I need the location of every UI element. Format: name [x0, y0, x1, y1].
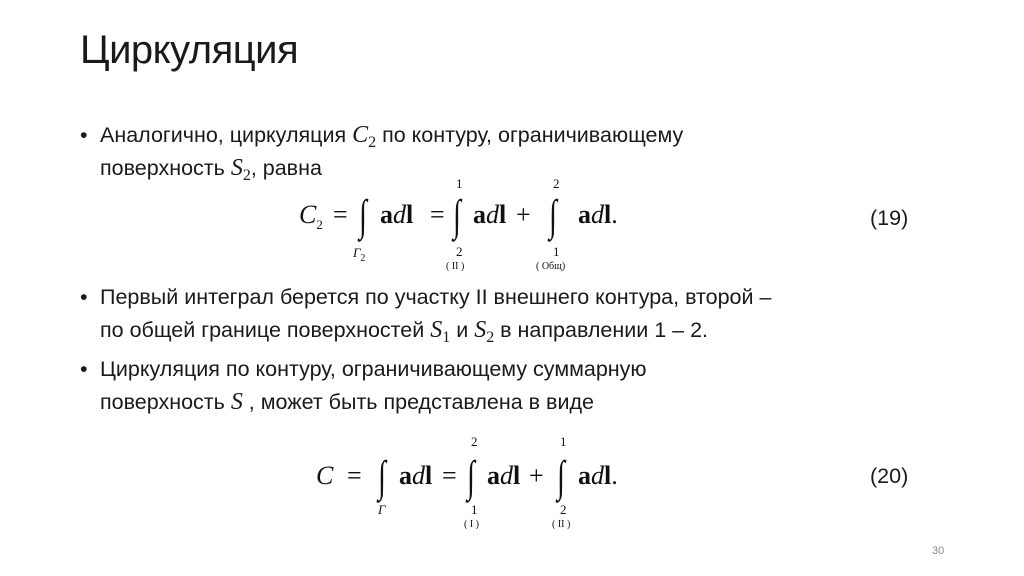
eq19-int2-upper: 1	[456, 176, 463, 191]
eq19-equals: =	[333, 200, 348, 229]
page-number: 30	[932, 545, 945, 557]
integral-sign: ∫	[557, 452, 565, 501]
eq20-lhs: C	[316, 461, 334, 490]
bullet-dot: •	[80, 357, 88, 381]
eq19-int3-note: ( Общ)	[536, 261, 566, 272]
math-var-s2: $S_2$	[474, 317, 495, 346]
text-span: по контуру, ограничивающему	[376, 123, 684, 147]
eq19-contour: $\Gamma_2$	[353, 245, 366, 264]
text-span: в направлении 1 – 2.	[494, 318, 709, 342]
eq20-contour: Γ	[378, 502, 386, 517]
eq19-term-1: adl	[380, 200, 414, 229]
eq19-int3-upper: 2	[553, 176, 560, 191]
eq20-term-3: adl.	[578, 461, 618, 490]
eq19-int2-note: ( II )	[446, 261, 465, 272]
eq20-int3-lower: 2	[560, 502, 567, 517]
integral-sign: ∫	[453, 191, 461, 240]
eq20-int3-upper: 1	[560, 434, 567, 449]
slide-title: Циркуляция	[80, 28, 299, 72]
integral-sign: ∫	[467, 452, 475, 501]
math-var-s: S	[230, 389, 243, 415]
text-span: Аналогично, циркуляция	[100, 123, 353, 147]
eq19-int2-lower: 2	[456, 244, 463, 259]
bullet-2-line-1: Первый интеграл берется по участку II внешнего контура, второй –	[100, 285, 772, 309]
math-var-c2: $C_2$	[352, 122, 377, 151]
eq20-int2-upper: 2	[471, 434, 478, 449]
bullet-3-line-1: Циркуляция по контуру, ограничивающему суммарную	[100, 357, 647, 381]
bullet-1-line-1	[100, 120, 683, 150]
text-span: поверхность	[100, 390, 231, 414]
bullet-1-line-2	[100, 153, 322, 183]
text-span: , может быть представлена в виде	[242, 390, 594, 414]
integral-sign: ∫	[378, 452, 386, 501]
math-var-s1: $S_1$	[430, 317, 451, 346]
eq19-term-3: adl.	[578, 200, 618, 229]
eq20-equals-2: =	[442, 461, 457, 490]
eq19-lhs: $C_2$	[299, 200, 323, 232]
text-span: по общей границе поверхностей	[100, 318, 431, 342]
bullet-2-line-2	[100, 315, 708, 345]
bullet-dot: •	[80, 285, 88, 309]
eq19-int3-lower: 1	[553, 244, 560, 259]
eq20-int3-note: ( II )	[552, 519, 571, 530]
text-span: и	[450, 318, 475, 342]
integral-sign: ∫	[549, 191, 557, 240]
eq19-term-2: adl	[473, 200, 507, 229]
text-span: поверхность	[100, 156, 231, 180]
text-span: , равна	[250, 156, 322, 180]
eq19-equals-2: =	[430, 200, 445, 229]
math-var-s2: $S_2$	[230, 155, 251, 184]
equation-number-20: (20)	[870, 464, 909, 488]
eq20-int2-note: ( I )	[464, 519, 479, 530]
eq19-plus: +	[516, 200, 531, 229]
eq20-plus: +	[529, 461, 544, 490]
bullet-dot: •	[80, 123, 88, 147]
eq20-equals: =	[347, 461, 362, 490]
eq20-term-2: adl	[487, 461, 521, 490]
bullet-3-line-2	[100, 387, 594, 417]
eq20-term-1: adl	[399, 461, 433, 490]
integral-sign: ∫	[359, 191, 367, 240]
equation-number-19: (19)	[870, 206, 909, 230]
eq20-int2-lower: 1	[471, 502, 478, 517]
